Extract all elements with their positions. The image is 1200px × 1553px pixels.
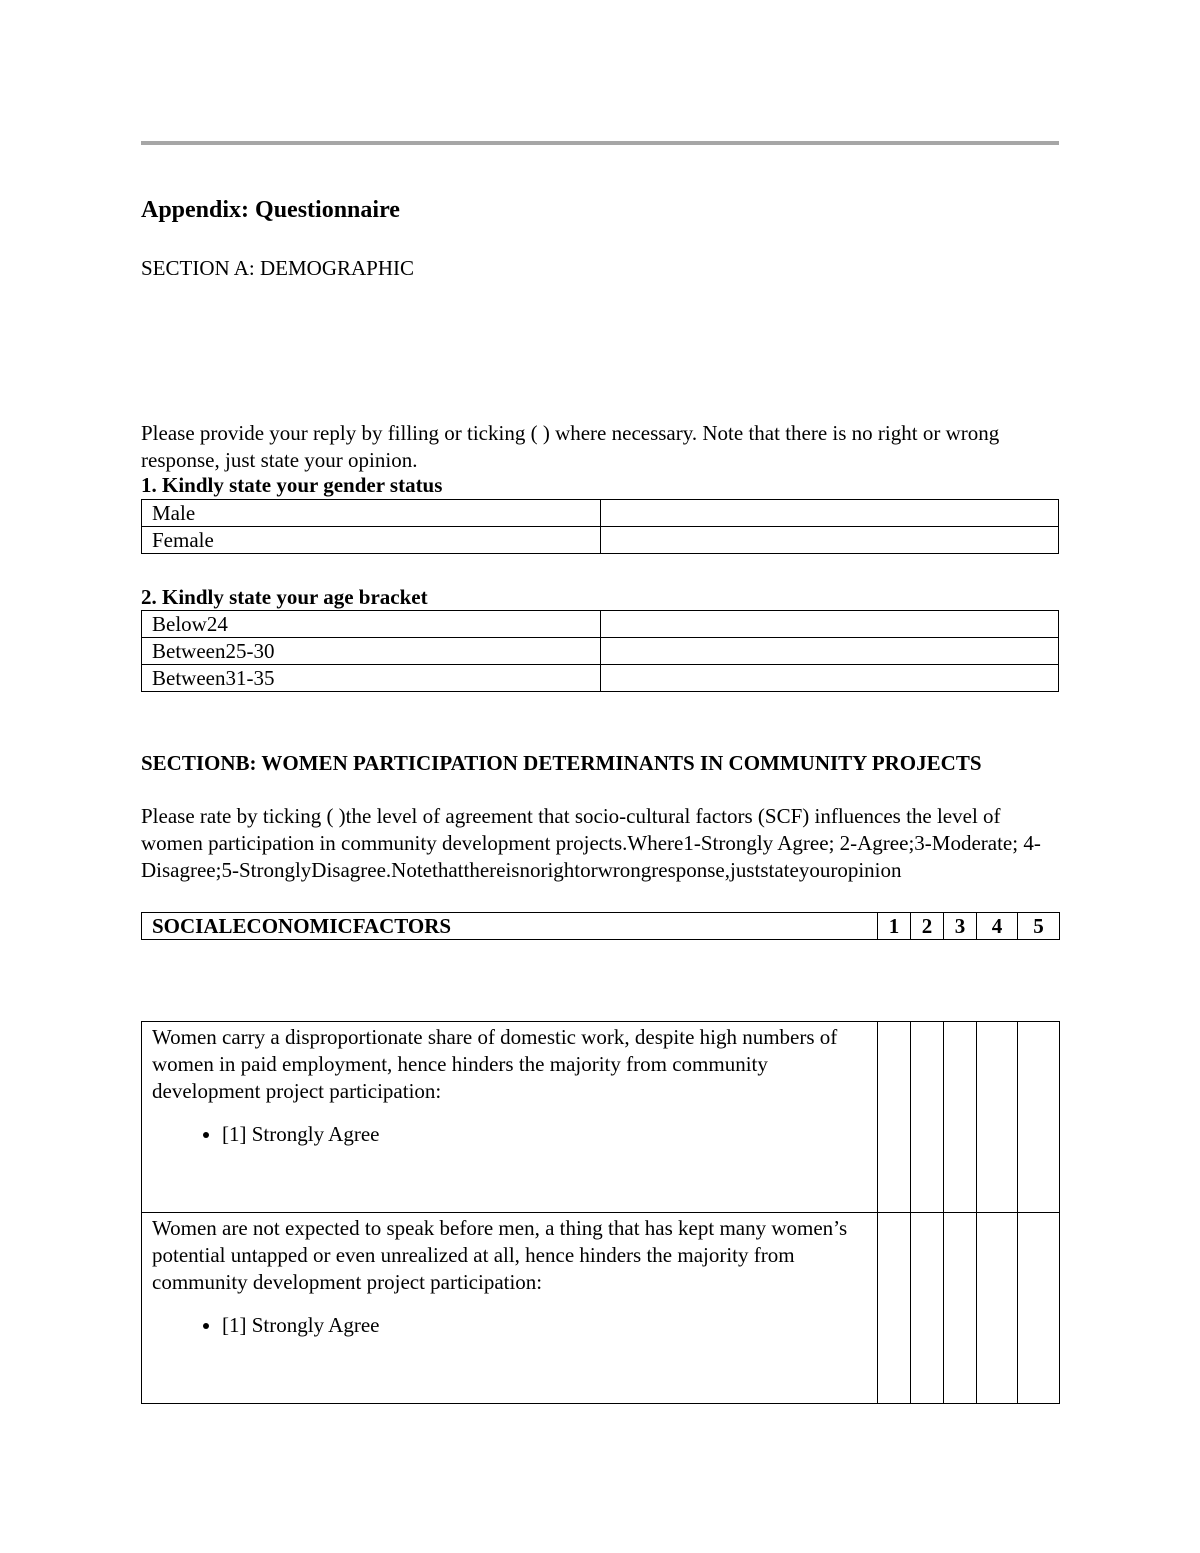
scale-1-header: 1: [878, 913, 911, 940]
statement-text: Women are not expected to speak before men, a thing that has kept many women’s potential untapped or even unrealized at all, hence hinders the majority from community development project participation:: [152, 1216, 848, 1294]
rating-cell-3[interactable]: [944, 1022, 977, 1213]
instructions-text: Please provide your reply by filling or ticking ( ) where necessary. Note that there is no right or wrong response, just state your opinion.: [141, 421, 1000, 472]
rating-cell-1[interactable]: [878, 1022, 911, 1213]
table-row: [142, 638, 1059, 665]
rating-cell-2[interactable]: [911, 1022, 944, 1213]
scale-5-header: 5: [1018, 913, 1060, 940]
scale-3-header: 3: [944, 913, 977, 940]
option-label: Between31-35: [142, 665, 601, 692]
section-b-heading: SECTIONB: WOMEN PARTICIPATION DETERMINANTS IN COMMUNITY PROJECTS: [141, 751, 982, 775]
answer-cell[interactable]: [601, 527, 1059, 554]
age-table: [141, 610, 1059, 692]
rating-cell-1[interactable]: [878, 1213, 911, 1404]
scale-2-header: 2: [911, 913, 944, 940]
rating-cell-5[interactable]: [1018, 1213, 1060, 1404]
scale-4-header: 4: [977, 913, 1018, 940]
option-label: Between25-30: [142, 638, 601, 665]
table-row: [142, 527, 1059, 554]
answer-cell[interactable]: [601, 500, 1059, 527]
question-1-label: 1. Kindly state your gender status: [141, 473, 443, 497]
statement-text: Women carry a disproportionate share of domestic work, despite high numbers of women in paid employment, hence hinders the majority from community development project participation:: [152, 1025, 838, 1103]
table-row: [142, 611, 1059, 638]
section-a-heading: SECTION A: DEMOGRAPHIC: [141, 256, 415, 280]
header-rule: [141, 141, 1059, 145]
table-row: [142, 1213, 1060, 1404]
question-2-label: 2. Kindly state your age bracket: [141, 585, 428, 609]
table-row: [142, 500, 1059, 527]
answer-cell[interactable]: [601, 665, 1059, 692]
statement-cell: [142, 1213, 878, 1404]
option-label: Male: [142, 500, 601, 527]
table-header-row: [142, 913, 1060, 940]
rating-cell-4[interactable]: [977, 1022, 1018, 1213]
factors-header: SOCIALECONOMICFACTORS: [142, 913, 878, 940]
statement-cell: [142, 1022, 878, 1213]
option-label: Below24: [142, 611, 601, 638]
rating-cell-3[interactable]: [944, 1213, 977, 1404]
rating-cell-2[interactable]: [911, 1213, 944, 1404]
table-row: [142, 1022, 1060, 1213]
answer-cell[interactable]: [601, 638, 1059, 665]
rating-cell-4[interactable]: [977, 1213, 1018, 1404]
gender-table: [141, 499, 1059, 554]
page-title: Appendix: Questionnaire: [141, 197, 400, 223]
statements-table: [141, 1021, 1060, 1404]
rating-header-table: [141, 912, 1060, 940]
option-label: Female: [142, 527, 601, 554]
answer-cell[interactable]: [601, 611, 1059, 638]
rating-cell-5[interactable]: [1018, 1022, 1060, 1213]
rating-instructions: Please rate by ticking ( )the level of agreement that socio-cultural factors (SCF) influences the level of women participation in community development projects.Where1-Strongly Agree; 2-Agree;3-Moderate; 4-Disagree;5-StronglyDisagree.Notethatthereisnorightorwrongresponse,juststateyouropinion: [141, 804, 1041, 882]
statement-options: [152, 1312, 867, 1339]
table-row: [142, 665, 1059, 692]
list-item: • [1] Strongly Agree: [222, 1312, 867, 1339]
statement-options: [152, 1121, 867, 1148]
list-item: • [1] Strongly Agree: [222, 1121, 867, 1148]
